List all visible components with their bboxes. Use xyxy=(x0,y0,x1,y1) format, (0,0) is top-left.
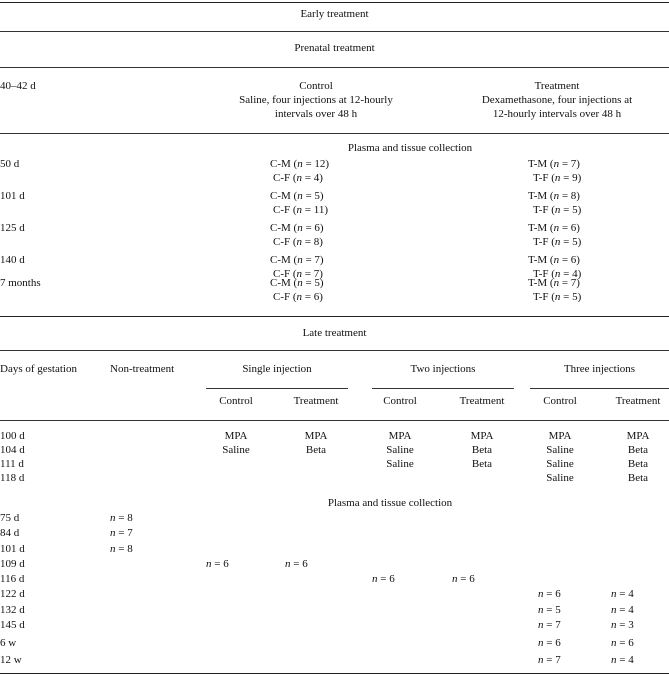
close-paren: ) xyxy=(319,190,324,202)
group-code: C-M ( xyxy=(270,222,298,234)
n-value: 5 xyxy=(314,277,320,289)
row-day: 111 d xyxy=(0,458,24,470)
divider xyxy=(0,67,669,68)
close-paren: ) xyxy=(576,277,580,289)
row-day: 12 w xyxy=(0,654,22,666)
row-day: 101 d xyxy=(0,190,25,202)
equals-sign: = xyxy=(115,512,128,524)
n-symbol: n xyxy=(296,172,303,184)
group-count xyxy=(538,637,561,650)
equals-sign: = xyxy=(377,573,390,585)
n-symbol: n xyxy=(452,573,458,585)
equals-sign: = xyxy=(616,604,629,616)
table-bottom-rule xyxy=(0,673,669,674)
control-description: Saline, four injections at 12-hourly xyxy=(239,94,393,106)
n-symbol: n xyxy=(553,277,560,289)
treatment-female-count xyxy=(533,291,581,304)
group-count xyxy=(452,573,475,586)
group-count xyxy=(538,588,561,601)
close-paren: ) xyxy=(319,222,324,234)
row-day: 6 w xyxy=(0,637,17,649)
group-count xyxy=(611,654,634,667)
close-paren: ) xyxy=(576,222,580,234)
n-value: 8 xyxy=(127,512,133,524)
close-paren: ) xyxy=(325,158,330,170)
row-day: 100 d xyxy=(0,430,25,442)
n-value: 7 xyxy=(570,277,577,289)
equals-sign: = xyxy=(302,268,314,280)
close-paren: ) xyxy=(576,190,580,202)
injection-cell: Beta xyxy=(471,458,493,470)
n-symbol: n xyxy=(554,172,561,184)
row-day: 125 d xyxy=(0,222,25,234)
n-value: 6 xyxy=(570,254,577,266)
injection-cell: Saline xyxy=(386,444,414,456)
n-symbol: n xyxy=(297,277,303,289)
n-symbol: n xyxy=(538,588,544,600)
control-male-count xyxy=(270,222,324,235)
sub-header-treatment: Treatment xyxy=(615,395,661,407)
group-code: T-M ( xyxy=(528,254,554,266)
n-value: 6 xyxy=(469,573,475,585)
n-value: 5 xyxy=(572,236,578,248)
group-code: C-F ( xyxy=(273,172,297,184)
control-female-count xyxy=(273,204,328,217)
treatment-male-count xyxy=(528,222,580,235)
sub-header-treatment: Treatment xyxy=(459,395,505,407)
close-paren: ) xyxy=(577,204,582,216)
equals-sign: = xyxy=(543,654,556,666)
control-male-count xyxy=(270,277,324,290)
close-paren: ) xyxy=(576,158,580,170)
close-paren: ) xyxy=(577,291,582,303)
group-code: C-F ( xyxy=(273,291,297,303)
control-male-count xyxy=(270,254,324,267)
row-day: 109 d xyxy=(0,558,25,570)
group-count xyxy=(206,558,229,571)
n-value: 7 xyxy=(314,254,320,266)
equals-sign: = xyxy=(302,291,314,303)
n-value: 4 xyxy=(313,172,320,184)
n-symbol: n xyxy=(611,604,617,616)
early-treatment-heading: Early treatment xyxy=(300,8,369,20)
divider xyxy=(0,350,669,351)
spanner-rule-single xyxy=(206,388,348,389)
n-symbol: n xyxy=(296,291,303,303)
n-value: 7 xyxy=(570,158,577,170)
injection-cell: Saline xyxy=(546,458,574,470)
n-symbol: n xyxy=(296,236,303,248)
n-value: 7 xyxy=(555,619,561,631)
n-value: 6 xyxy=(555,637,561,649)
n-value: 3 xyxy=(628,619,634,631)
equals-sign: = xyxy=(302,158,315,170)
equals-sign: = xyxy=(560,172,573,184)
equals-sign: = xyxy=(560,291,573,303)
equals-sign: = xyxy=(543,619,556,631)
n-value: 7 xyxy=(555,654,561,666)
divider xyxy=(0,31,669,32)
group-count xyxy=(611,588,634,601)
n-value: 11 xyxy=(313,204,325,216)
n-value: 5 xyxy=(555,604,561,616)
equals-sign: = xyxy=(302,277,315,289)
injection-cell: Saline xyxy=(386,458,414,470)
control-title: Control xyxy=(299,80,333,92)
row-day: 101 d xyxy=(0,543,25,555)
n-symbol: n xyxy=(553,254,560,266)
row-day: 140 d xyxy=(0,254,25,266)
equals-sign: = xyxy=(115,527,128,539)
treatment-description: 12-hourly intervals over 48 h xyxy=(492,108,622,120)
group-count xyxy=(611,604,634,617)
late-collection-heading: Plasma and tissue collection xyxy=(327,497,453,509)
non-treatment-count xyxy=(110,527,133,540)
group-code: T-M ( xyxy=(528,222,554,234)
col-header-single-injection: Single injection xyxy=(242,363,312,375)
group-code: T-M ( xyxy=(528,190,554,202)
close-paren: ) xyxy=(577,172,582,184)
equals-sign: = xyxy=(302,172,314,184)
group-code: C-F ( xyxy=(273,268,297,280)
injection-cell: Beta xyxy=(471,444,493,456)
n-value: 6 xyxy=(628,637,634,649)
n-symbol: n xyxy=(538,637,544,649)
equals-sign: = xyxy=(560,268,573,280)
control-female-count xyxy=(273,172,323,185)
group-code: C-M ( xyxy=(270,190,298,202)
non-treatment-count xyxy=(110,543,133,556)
sub-header-control: Control xyxy=(219,395,253,407)
row-day: 122 d xyxy=(0,588,25,600)
treatment-description: Dexamethasone, four injections at xyxy=(481,94,633,106)
group-count xyxy=(611,637,634,650)
equals-sign: = xyxy=(559,158,571,170)
close-paren: ) xyxy=(319,277,324,289)
n-symbol: n xyxy=(611,619,617,631)
non-treatment-count xyxy=(110,512,133,525)
group-count xyxy=(538,619,561,632)
n-symbol: n xyxy=(372,573,378,585)
early-collection-heading: Plasma and tissue collection xyxy=(347,142,473,154)
prenatal-treatment-heading: Prenatal treatment xyxy=(294,42,375,54)
equals-sign: = xyxy=(302,236,314,248)
control-female-count xyxy=(273,236,323,249)
group-code: C-F ( xyxy=(273,236,297,248)
close-paren: ) xyxy=(577,236,582,248)
n-value: 9 xyxy=(572,172,578,184)
group-code: T-M ( xyxy=(528,277,554,289)
equals-sign: = xyxy=(559,222,571,234)
n-value: 6 xyxy=(389,573,395,585)
n-value: 12 xyxy=(314,158,326,170)
group-code: T-F ( xyxy=(533,236,555,248)
injection-cell: Saline xyxy=(546,444,574,456)
row-day: 7 months xyxy=(0,277,41,289)
close-paren: ) xyxy=(324,204,329,216)
group-count xyxy=(285,558,308,571)
sub-header-control: Control xyxy=(543,395,577,407)
col-header-three-injections: Three injections xyxy=(563,363,636,375)
treatment-female-count xyxy=(533,204,581,217)
group-code: C-M ( xyxy=(270,254,298,266)
control-female-count xyxy=(273,291,323,304)
equals-sign: = xyxy=(559,277,571,289)
n-symbol: n xyxy=(554,204,561,216)
injection-cell: MPA xyxy=(304,430,328,442)
close-paren: ) xyxy=(576,254,580,266)
col-header-non-treatment: Non-treatment xyxy=(110,363,175,375)
divider xyxy=(0,420,669,421)
injection-cell: MPA xyxy=(470,430,494,442)
n-symbol: n xyxy=(611,588,617,600)
n-symbol: n xyxy=(297,222,303,234)
control-male-count xyxy=(270,190,324,203)
treatment-male-count xyxy=(528,254,580,267)
row-day: 132 d xyxy=(0,604,25,616)
group-code: T-F ( xyxy=(533,268,555,280)
equals-sign: = xyxy=(560,236,573,248)
close-paren: ) xyxy=(319,291,323,303)
n-value: 7 xyxy=(313,268,320,280)
equals-sign: = xyxy=(616,637,629,649)
equals-sign: = xyxy=(560,204,573,216)
treatment-title: Treatment xyxy=(534,80,580,92)
equals-sign: = xyxy=(543,637,556,649)
equals-sign: = xyxy=(115,543,128,555)
n-symbol: n xyxy=(285,558,291,570)
equals-sign: = xyxy=(302,204,314,216)
equals-sign: = xyxy=(559,190,571,202)
col-header-days-of-gestation: Days of gestation xyxy=(0,363,77,375)
row-day: 116 d xyxy=(0,573,25,585)
equals-sign: = xyxy=(559,254,571,266)
n-symbol: n xyxy=(553,190,560,202)
row-day: 145 d xyxy=(0,619,25,631)
group-count xyxy=(372,573,395,586)
group-count xyxy=(538,604,561,617)
n-symbol: n xyxy=(297,190,303,202)
treatment-female-count xyxy=(533,236,581,249)
n-symbol: n xyxy=(538,619,544,631)
control-description: intervals over 48 h xyxy=(274,108,358,120)
treatment-male-count xyxy=(528,277,580,290)
n-symbol: n xyxy=(611,654,617,666)
row-day: 84 d xyxy=(0,527,20,539)
injection-cell: MPA xyxy=(388,430,412,442)
injection-cell: MPA xyxy=(548,430,572,442)
n-value: 8 xyxy=(313,236,320,248)
row-day: 118 d xyxy=(0,472,25,484)
n-symbol: n xyxy=(296,204,303,216)
group-code: T-F ( xyxy=(533,204,555,216)
n-value: 6 xyxy=(314,222,320,234)
n-symbol: n xyxy=(538,604,544,616)
injection-cell: MPA xyxy=(626,430,650,442)
equals-sign: = xyxy=(302,222,315,234)
equals-sign: = xyxy=(211,558,224,570)
divider xyxy=(0,133,669,134)
table-top-rule xyxy=(0,2,669,3)
equals-sign: = xyxy=(543,588,556,600)
control-male-count xyxy=(270,158,329,171)
n-value: 6 xyxy=(223,558,229,570)
injection-cell: Saline xyxy=(546,472,574,484)
n-value: 4 xyxy=(572,268,578,280)
close-paren: ) xyxy=(319,268,323,280)
group-code: C-F ( xyxy=(273,204,297,216)
equals-sign: = xyxy=(616,588,629,600)
n-value: 6 xyxy=(302,558,308,570)
group-code: C-M ( xyxy=(270,277,298,289)
treatment-male-count xyxy=(528,190,580,203)
n-value: 8 xyxy=(127,543,133,555)
n-value: 7 xyxy=(127,527,133,539)
spanner-rule-two xyxy=(372,388,514,389)
n-symbol: n xyxy=(553,222,560,234)
n-symbol: n xyxy=(110,527,116,539)
injection-cell: MPA xyxy=(224,430,248,442)
n-symbol: n xyxy=(554,268,561,280)
group-code: T-F ( xyxy=(533,291,555,303)
treatment-female-count xyxy=(533,172,581,185)
equals-sign: = xyxy=(616,619,629,631)
n-symbol: n xyxy=(297,158,303,170)
injection-cell: Beta xyxy=(627,444,649,456)
section-divider xyxy=(0,316,669,317)
n-symbol: n xyxy=(538,654,544,666)
n-symbol: n xyxy=(553,158,560,170)
group-code: T-M ( xyxy=(528,158,554,170)
col-header-two-injections: Two injections xyxy=(410,363,476,375)
close-paren: ) xyxy=(319,254,324,266)
close-paren: ) xyxy=(319,172,323,184)
n-value: 5 xyxy=(314,190,320,202)
treatment-male-count xyxy=(528,158,580,171)
n-value: 8 xyxy=(570,190,577,202)
group-count xyxy=(538,654,561,667)
close-paren: ) xyxy=(577,268,582,280)
equals-sign: = xyxy=(290,558,303,570)
group-code: C-M ( xyxy=(270,158,298,170)
equals-sign: = xyxy=(543,604,556,616)
row-day: 104 d xyxy=(0,444,25,456)
n-symbol: n xyxy=(554,291,561,303)
n-value: 4 xyxy=(628,654,634,666)
injection-cell: Beta xyxy=(627,458,649,470)
n-symbol: n xyxy=(297,254,303,266)
n-symbol: n xyxy=(554,236,561,248)
equals-sign: = xyxy=(616,654,629,666)
injection-cell: Beta xyxy=(627,472,649,484)
late-treatment-heading: Late treatment xyxy=(302,327,367,339)
n-value: 6 xyxy=(570,222,577,234)
equals-sign: = xyxy=(302,190,315,202)
n-symbol: n xyxy=(110,512,116,524)
spanner-rule-three xyxy=(530,388,669,389)
injection-cell: Saline xyxy=(222,444,250,456)
prenatal-day-label: 40–42 d xyxy=(0,80,36,92)
n-symbol: n xyxy=(611,637,617,649)
row-day: 75 d xyxy=(0,512,20,524)
n-symbol: n xyxy=(296,268,303,280)
equals-sign: = xyxy=(457,573,470,585)
injection-cell: Beta xyxy=(305,444,327,456)
row-day: 50 d xyxy=(0,158,20,170)
n-value: 5 xyxy=(572,291,578,303)
n-value: 4 xyxy=(628,604,634,616)
n-value: 6 xyxy=(313,291,320,303)
n-value: 4 xyxy=(628,588,634,600)
n-symbol: n xyxy=(110,543,116,555)
sub-header-treatment: Treatment xyxy=(293,395,339,407)
n-value: 6 xyxy=(555,588,561,600)
equals-sign: = xyxy=(302,254,315,266)
group-code: T-F ( xyxy=(533,172,555,184)
close-paren: ) xyxy=(319,236,323,248)
n-symbol: n xyxy=(206,558,212,570)
group-count xyxy=(611,619,634,632)
sub-header-control: Control xyxy=(383,395,417,407)
n-value: 5 xyxy=(572,204,578,216)
